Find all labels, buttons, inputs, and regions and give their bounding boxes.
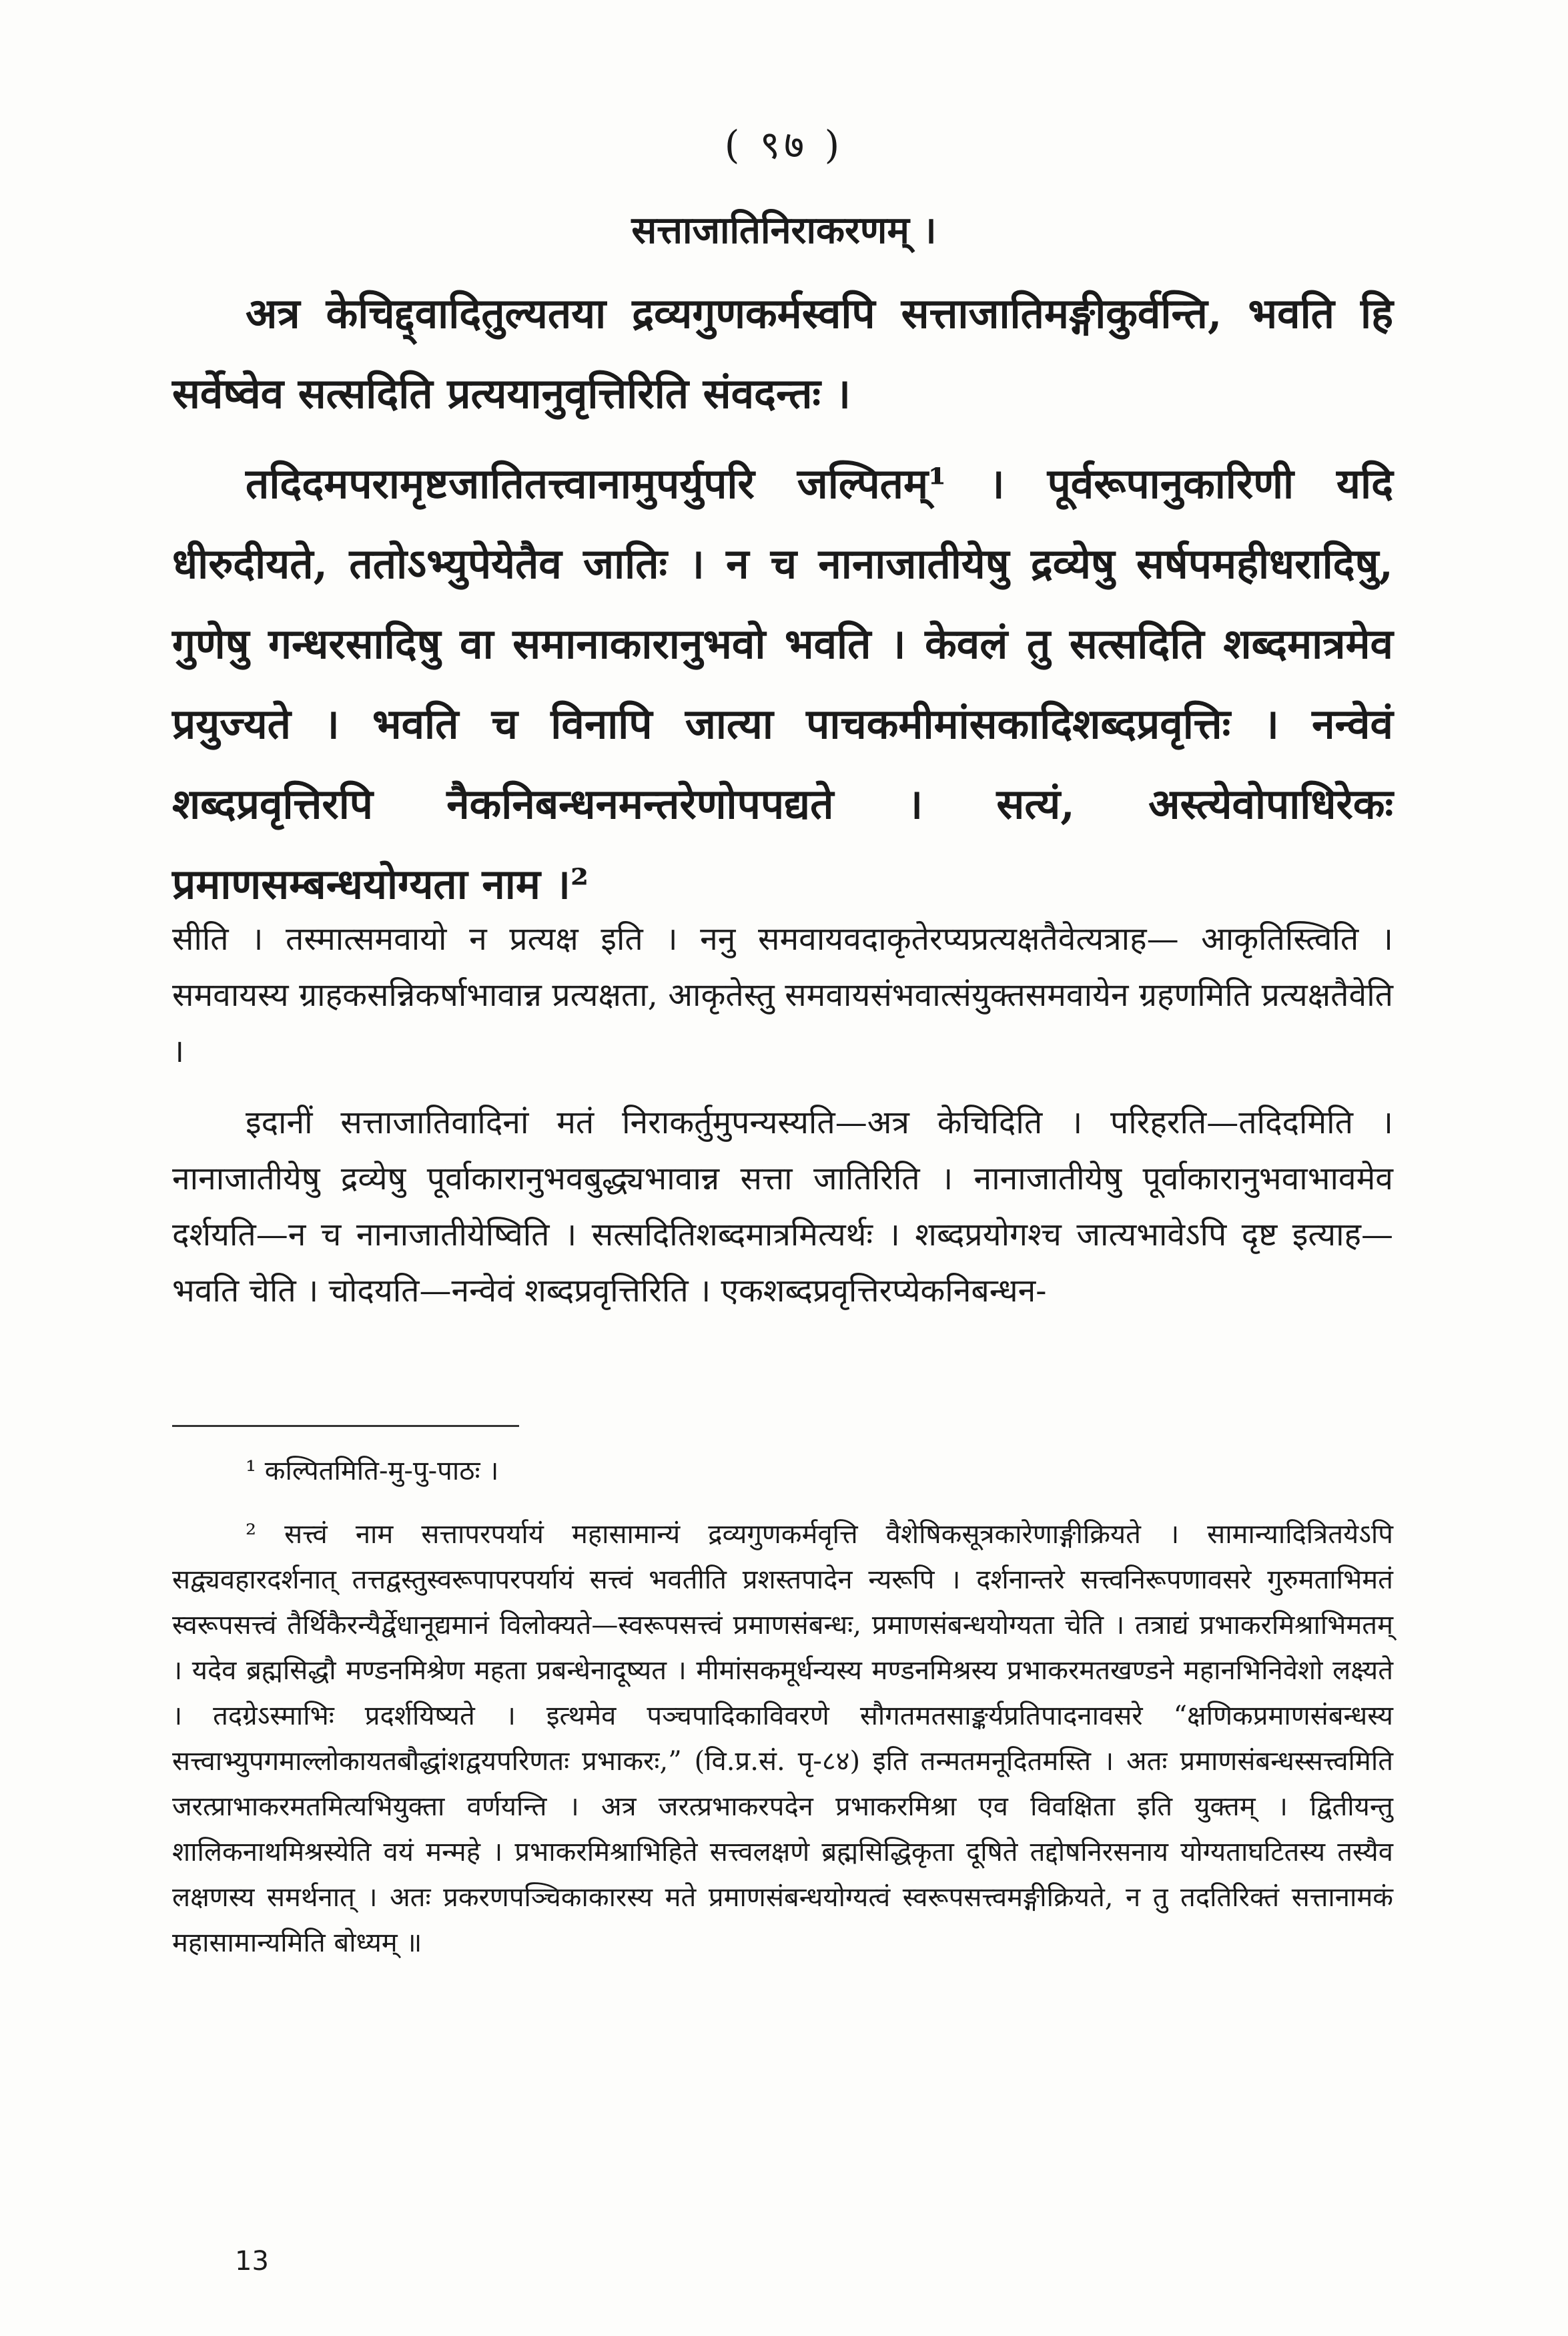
footnote-2 <box>172 1512 1393 1966</box>
footnote-1 <box>172 1448 1393 1494</box>
mula-paragraph-2 <box>172 444 1393 924</box>
mula-text-1: अत्र केचिद्द्वादितुल्यतया द्रव्यगुणकर्मस्वपि सत्ताजातिमङ्गीकुर्वन्ति, भवति हि सर्वेष्वेव सत्सदिति प्रत्ययानुवृत्तिरिति संवदन्तः । <box>172 289 1393 418</box>
commentary-paragraph-2 <box>172 1095 1393 1319</box>
footnote-text-2: ² सत्त्वं नाम सत्तापरपर्यायं महासामान्यं द्रव्यगुणकर्मवृत्ति वैशेषिकसूत्रकारेणाङ्गीक्रियते । सामान्यादित्रितयेऽपि सद्व्यवहारदर्शनात् तत्तद्वस्तुस्वरूपापरपर्यायं सत्त्वं भवतीति प्रशस्तपादेन न्यरूपि । दर्शनान्तरे सत्त्वनिरूपणावसरे गुरुमताभिमतं स्वरूपसत्त्वं तैर्थिकैरन्यैर्द्वेधानूद्यमानं विलोक्यते—स्वरूपसत्त्वं प्रमाणसंबन्धः, प्रमाणसंबन्धयोग्यता चेति । तत्राद्यं प्रभाकरमिश्राभिमतम् । यदेव ब्रह्मसिद्धौ मण्डनमिश्रेण महता प्रबन्धेनादूष्यत । मीमांसकमूर्धन्यस्य मण्डनमिश्रस्य प्रभाकरमतखण्डने महानभिनिवेशो लक्ष्यते । तदग्रेऽस्माभिः प्रदर्शयिष्यते । इत्थमेव पञ्चपादिकाविवरणे सौगतमतसाङ्कर्यप्रतिपादनावसरे “क्षणिकप्रमाणसंबन्धस्य सत्त्वाभ्युपगमाल्लोकायतबौद्धांशद्वयपरिणतः प्रभाकरः,” (वि.प्र.सं. पृ-८४) इति तन्मतमनूदितमस्ति । अतः प्रमाणसंबन्धस्सत्त्वमिति जरत्प्राभाकरमतमित्यभियुक्ता वर्णयन्ति । अत्र जरत्प्रभाकरपदेन प्रभाकरमिश्रा एव विवक्षिता इति युक्तम् । द्वितीयन्तु शालिकनाथमिश्रस्येति वयं मन्महे । प्रभाकरमिश्राभिहिते सत्त्वलक्षणे ब्रह्मसिद्धिकृता दूषिते तद्दोषनिरसनाय योग्यताघटितस्य तस्यैव लक्षणस्य समर्थनात् । अतः प्रकरणपञ्चिकाकारस्य मते प्रमाणसंबन्धयोग्यत्वं स्वरूपसत्त्वमङ्गीक्रियते, न तु तदतिरिक्तं सत्तानामकं महासामान्यमिति बोध्यम् ॥ <box>172 1519 1393 1958</box>
printer-page-number: 13 <box>235 2246 269 2277</box>
mula-paragraph-1 <box>172 274 1393 434</box>
section-heading: सत्ताजातिनिराकरणम् । <box>631 208 937 252</box>
footnote-divider <box>172 1425 519 1427</box>
footnote-text-1: ¹ कल्पितमिति-मु-पु-पाठः । <box>246 1456 499 1486</box>
mula-text-2: तदिदमपरामृष्टजातितत्त्वानामुपर्युपरि जल्पितम्¹ । पूर्वरूपानुकारिणी यदि धीरुदीयते, ततोऽभ्युपेयेतैव जातिः । न च नानाजातीयेषु द्रव्येषु सर्षपमहीधरादिषु, गुणेषु गन्धरसादिषु वा समानाकारानुभवो भवति । केवलं तु सत्सदिति शब्दमात्रमेव प्रयुज्यते । भवति च विनापि जात्या पाचकमीमांसकादिशब्दप्रवृत्तिः । नन्वेवं शब्दप्रवृत्तिरपि नैकनिबन्धनमन्तरेणोपपद्यते । सत्यं, अस्त्येवोपाधिरेकः प्रमाणसम्बन्धयोग्यता नाम ।² <box>172 459 1393 908</box>
page-number: ( ९७ ) <box>724 122 844 168</box>
commentary-text-2: इदानीं सत्ताजातिवादिनां मतं निराकर्तुमुपन्यस्यति—अत्र केचिदिति । परिहरति—तदिदमिति । नानाजातीयेषु द्रव्येषु पूर्वाकारानुभवबुद्ध्यभावान्न सत्ता जातिरिति । नानाजातीयेषु पूर्वाकारानुभवाभावमेव दर्शयति—न च नानाजातीयेष्विति । सत्सदितिशब्दमात्रमित्यर्थः । शब्दप्रयोगश्च जात्यभावेऽपि दृष्ट इत्याह— भवति चेति । चोदयति—नन्वेवं शब्दप्रवृत्तिरिति । एकशब्दप्रवृत्तिरप्येकनिबन्धन- <box>172 1104 1393 1309</box>
commentary-paragraph-1: सीति । तस्मात्समवायो न प्रत्यक्ष इति । ननु समवायवदाकृतेरप्यप्रत्यक्षतैवेत्यत्राह— आकृतिस्त्विति । समवायस्य ग्राहकसन्निकर्षाभावान्न प्रत्यक्षता, आकृतेस्तु समवायसंभवात्संयुक्तसमवायेन ग्रहणमिति प्रत्यक्षतैवेति । <box>172 920 1393 1070</box>
